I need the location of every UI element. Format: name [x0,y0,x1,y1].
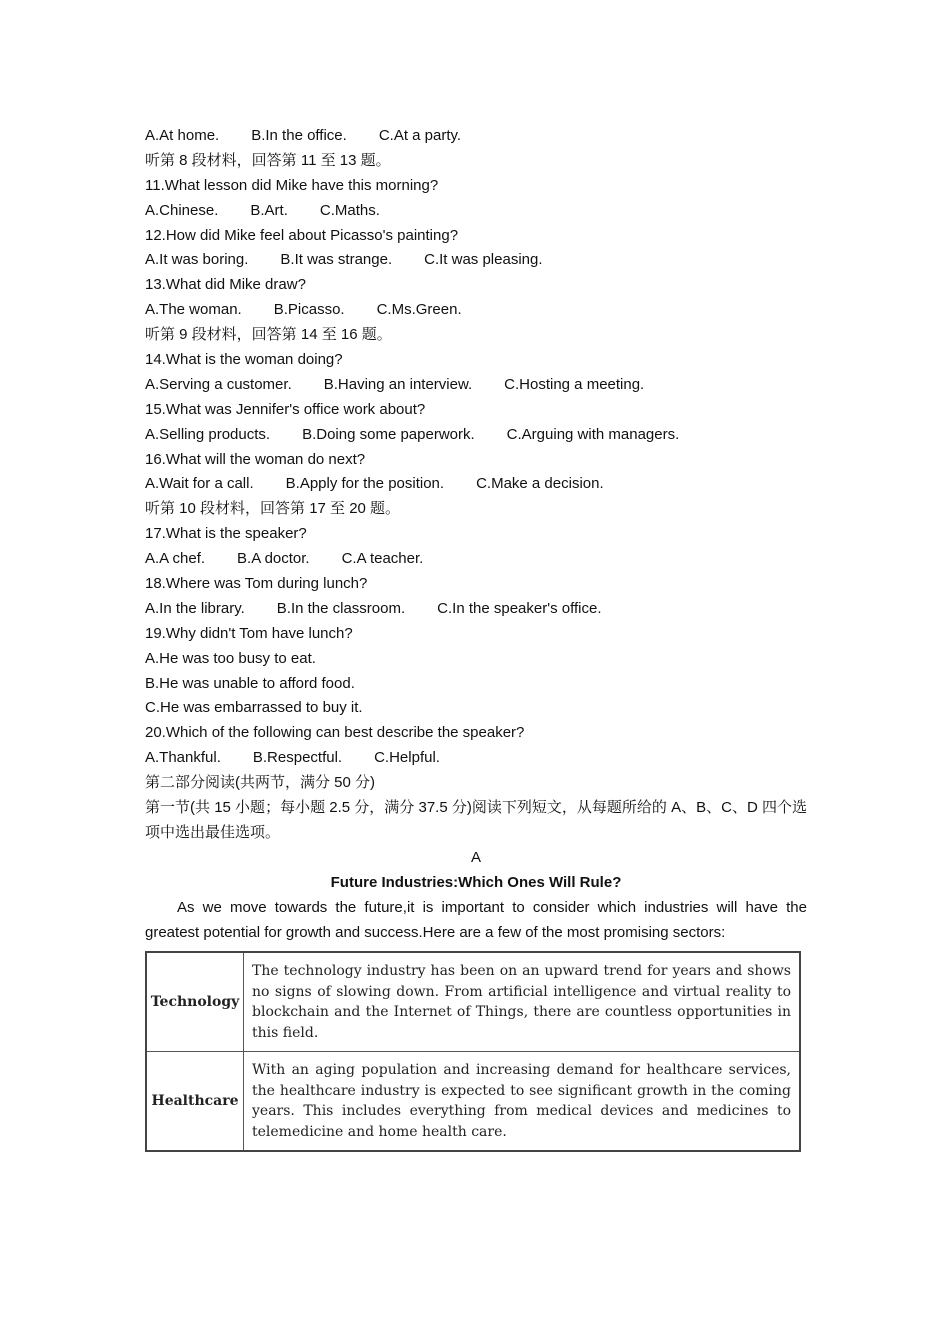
answer-option: C.It was pleasing. [424,251,543,269]
text-line: 13.What did Mike draw? [145,276,306,294]
answer-option: A.Selling products. [145,425,271,443]
sector-name: Healthcare [146,1052,244,1152]
answer-options [145,597,807,622]
text-line: 听第 8 段材料，回答第 11 至 13 题。 [145,151,391,169]
answer-option: A.The woman. [145,301,242,319]
answer-option: C.A teacher. [341,550,424,568]
answer-option: C.Make a decision. [476,475,604,493]
answer-option: A.In the library. [145,599,245,617]
answer-options [145,248,807,273]
answer-options [145,472,807,497]
text-line: 18.Where was Tom during lunch? [145,575,368,593]
answer-option: C.At a party. [378,127,462,144]
text-line: 听第 10 段材料，回答第 17 至 20 题。 [145,500,401,518]
section-instructions: 第一节(共 15 小题；每小题 2.5 分，满分 37.5 分)阅读下列短文，从每题所给的 A、B、C、D 四个选项中选出最佳选项。 [145,799,807,841]
answer-option: A.It was boring. [145,251,249,269]
answer-option: C.Maths. [319,201,380,219]
answer-options [145,373,807,398]
sector-description: With an aging population and increasing demand for healthcare services, the healthcare industry is expected to see significant growth in the coming years. This includes everything from medical devices and medicines to telemedicine and home health care. [244,1052,801,1152]
answer-option: B.In the classroom. [276,599,406,617]
answer-option: B.Doing some paperwork. [302,425,475,443]
answer-option: B.It was strange. [280,251,393,269]
answer-option: A.Serving a customer. [145,375,292,393]
answer-option: C.Ms.Green. [376,301,462,319]
answer-option: C.In the speaker's office. [437,599,602,617]
text-line: 11.What lesson did Mike have this morning? [145,176,439,194]
answer-option: B.Art. [250,201,288,219]
text-line: 20.Which of the following can best describe the speaker? [145,724,525,742]
answer-option: A.Wait for a call. [145,475,254,493]
answer-option: A.Chinese. [145,201,219,219]
passage-intro: As we move towards the future,it is important to consider which industries will have the greatest potential for growth and success.Here are a few of the most promising sectors: [145,898,807,941]
answer-option: C.Arguing with managers. [506,425,680,443]
answer-option: C.Helpful. [374,749,440,767]
text-line: 15.What was Jennifer's office work about? [145,400,426,418]
text-line: 第二部分阅读(共两节，满分 50 分) [145,774,376,792]
sectors-table [145,951,801,1152]
text-line: 19.Why didn't Tom have lunch? [145,624,353,642]
answer-option: C.Hosting a meeting. [504,375,645,393]
answer-option: B.Picasso. [273,301,345,319]
text-line: 16.What will the woman do next? [145,450,366,468]
answer-option: A.At home. [145,127,220,144]
table-row [146,952,800,1052]
text-line: 听第 9 段材料，回答第 14 至 16 题。 [145,326,392,344]
sector-name: Technology [146,952,244,1052]
text-line: A.He was too busy to eat. [145,649,316,667]
answer-option: B.Apply for the position. [285,475,445,493]
passage-letter: A [470,848,481,866]
answer-option: B.Having an interview. [323,375,473,393]
answer-option: B.A doctor. [237,550,310,568]
sector-description: The technology industry has been on an upward trend for years and shows no signs of slowing down. From artificial intelligence and virtual reality to blockchain and the Internet of Things, there are countless opportunities in this field. [244,952,801,1052]
page-content [145,124,807,1152]
answer-options [145,124,807,149]
answer-option: B.Respectful. [252,749,343,767]
table-row [146,1052,800,1152]
text-line: 14.What is the woman doing? [145,351,343,369]
question-lines [145,124,807,796]
answer-option: A.Thankful. [145,749,221,767]
text-line: 12.How did Mike feel about Picasso's painting? [145,226,459,244]
text-line: C.He was embarrassed to buy it. [145,699,363,717]
answer-options [145,746,807,771]
answer-option: B.In the office. [251,127,347,144]
text-line: 17.What is the speaker? [145,525,307,543]
answer-options [145,199,807,224]
answer-options [145,298,807,323]
text-line: B.He was unable to afford food. [145,674,355,692]
answer-options [145,423,807,448]
answer-options [145,547,807,572]
answer-option: A.A chef. [145,550,206,568]
passage-title: Future Industries:Which Ones Will Rule? [330,873,622,891]
